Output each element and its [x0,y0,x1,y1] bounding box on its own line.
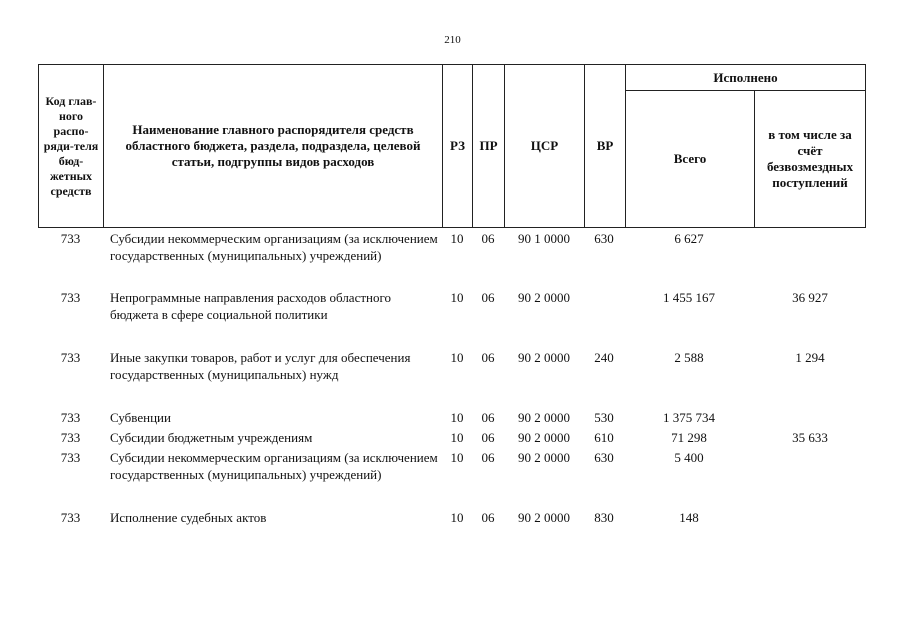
cell-rz: 10 [450,450,464,465]
header-incl-free: в том числе за счёт безвозмездных поступлений [766,127,854,190]
cell-csr: 90 2 0000 [518,450,570,465]
header-executed: Исполнено [713,69,778,85]
cell-csr: 90 2 0000 [518,290,570,305]
header-right-border [865,64,866,228]
cell-name: Иные закупки товаров, работ и услуг для обеспечения государственных (муниципальных) нужд [110,350,411,382]
cell-name: Исполнение судебных актов [110,510,267,525]
cell-csr: 90 1 0000 [518,231,570,246]
cell-rz: 10 [450,350,464,365]
cell-total: 2 588 [674,350,704,365]
cell-total: 71 298 [671,430,707,445]
cell-vr: 630 [594,450,614,465]
cell-pr: 06 [481,350,495,365]
cell-free: 1 294 [795,350,825,365]
cell-vr: 240 [594,350,614,365]
cell-code: 733 [60,430,81,445]
cell-total: 1 455 167 [663,290,715,305]
cell-vr: 630 [594,231,614,246]
cell-rz: 10 [450,231,464,246]
cell-rz: 10 [450,430,464,445]
cell-free: 35 633 [792,430,828,445]
header-csr: ЦСР [530,138,559,153]
header-bottom-border [38,227,866,228]
cell-pr: 06 [481,290,495,305]
header-pr: ПР [479,138,498,153]
page-number: 210 [444,34,461,46]
cell-name: Субсидии некоммерческим организациям (за исключением государственных (муниципальных) учреждений) [110,450,438,482]
cell-csr: 90 2 0000 [518,430,570,445]
cell-csr: 90 2 0000 [518,510,570,525]
cell-rz: 10 [450,510,464,525]
cell-name: Субсидии некоммерческим организациям (за исключением государственных (муниципальных) учреждений) [110,231,438,263]
cell-code: 733 [60,350,81,365]
header-total: Всего [673,151,707,166]
cell-pr: 06 [481,231,495,246]
cell-name: Субвенции [110,410,171,425]
cell-total: 1 375 734 [663,410,715,425]
cell-vr: 530 [594,410,614,425]
cell-pr: 06 [481,430,495,445]
header-name: Наименование главного распорядителя средств областного бюджета, раздела, подраздела, целевой статьи, подгруппы видов расходов [125,122,421,169]
header-vr: ВР [596,138,614,153]
header-rz: РЗ [450,138,465,153]
cell-pr: 06 [481,510,495,525]
cell-vr: 830 [594,510,614,525]
cell-code: 733 [60,231,81,246]
cell-code: 733 [60,290,81,305]
cell-code: 733 [60,510,81,525]
cell-name: Непрограммные направления расходов областного бюджета в сфере социальной политики [110,290,391,322]
cell-rz: 10 [450,410,464,425]
cell-code: 733 [60,410,81,425]
cell-total: 5 400 [674,450,704,465]
cell-code: 733 [60,450,81,465]
cell-csr: 90 2 0000 [518,350,570,365]
cell-total: 148 [679,510,699,525]
cell-name: Субсидии бюджетным учреждениям [110,430,313,445]
cell-free: 36 927 [792,290,828,305]
table-header [38,64,866,228]
header-code: Код глав-ного распо-ряди-теля бюд-жетных средств [43,93,99,198]
cell-pr: 06 [481,410,495,425]
cell-vr: 610 [594,430,614,445]
cell-rz: 10 [450,290,464,305]
cell-csr: 90 2 0000 [518,410,570,425]
cell-pr: 06 [481,450,495,465]
cell-total: 6 627 [674,231,704,246]
